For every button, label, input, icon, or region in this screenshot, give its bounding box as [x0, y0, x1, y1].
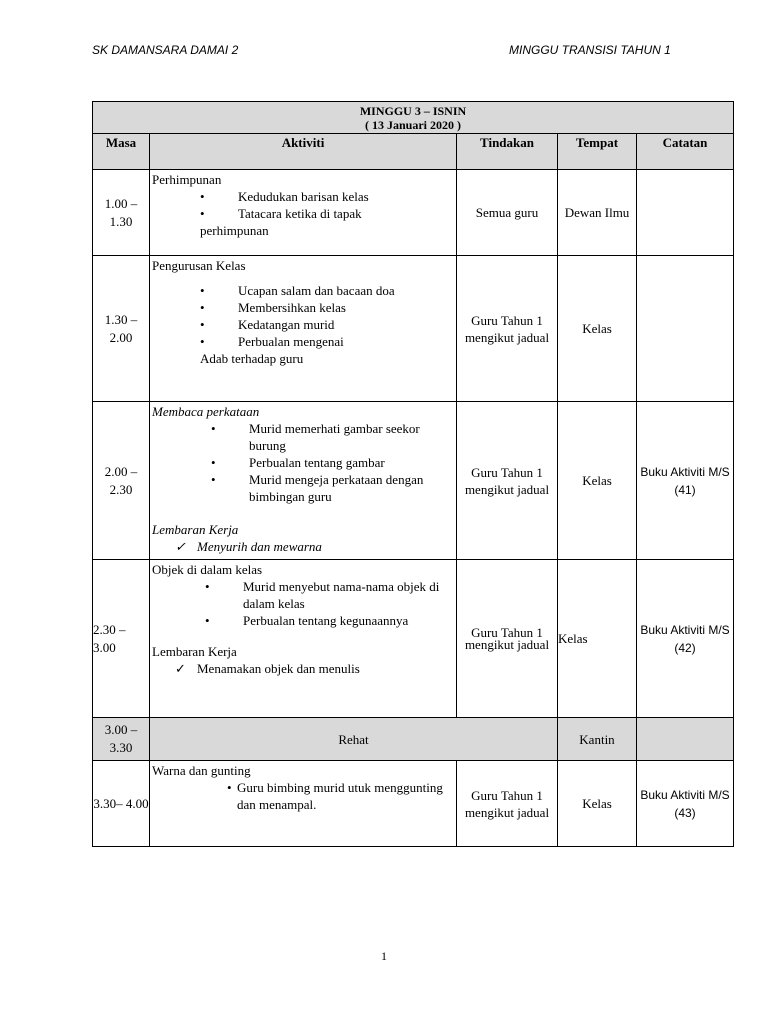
activity-item: • Murid mengeja perkataan dengan bimbingan guru — [249, 471, 454, 505]
worksheet-item: ✓ Menyurih dan mewarna — [197, 538, 454, 555]
masa-cell: 3.30– 4.00 — [93, 761, 150, 847]
activity-item: • Guru bimbing murid utuk menggunting dan menampal. — [237, 779, 454, 813]
table-row — [93, 402, 734, 560]
column-header-masa: Masa — [93, 134, 150, 170]
schedule-table — [92, 101, 734, 847]
activity-heading: Pengurusan Kelas — [152, 258, 246, 273]
catatan-cell — [637, 718, 734, 761]
tempat-cell: Kelas — [558, 402, 637, 560]
masa-cell: 1.30 – 2.00 — [93, 256, 150, 402]
tempat-cell: Kelas — [558, 256, 637, 402]
masa-cell: 3.00 – 3.30 — [93, 718, 150, 761]
activity-item: • Murid menyebut nama-nama objek di dalam kelas — [243, 578, 454, 612]
page-number: 1 — [381, 949, 387, 963]
activity-item: • Perbualan mengenai — [238, 333, 454, 350]
activity-item-continuation: perhimpunan — [200, 223, 269, 238]
activity-heading: Perhimpunan — [152, 172, 222, 187]
masa-cell: 2.30 – 3.00 — [93, 560, 150, 718]
table-row-break — [93, 718, 734, 761]
catatan-cell: Buku Aktiviti M/S (41) — [637, 402, 734, 560]
table-row — [93, 761, 734, 847]
aktiviti-cell — [150, 560, 457, 718]
activity-item: • Tatacara ketika di tapak — [238, 205, 454, 222]
tempat-cell: Dewan Ilmu — [558, 170, 637, 256]
tindakan-cell: Guru Tahun 1 mengikut jadual — [457, 256, 558, 402]
catatan-cell: Buku Aktiviti M/S (43) — [637, 761, 734, 847]
column-header-catatan: Catatan — [637, 134, 734, 170]
worksheet-heading: Lembaran Kerja — [152, 644, 237, 659]
worksheet-item: ✓ Menamakan objek dan menulis — [197, 660, 454, 677]
activity-heading: Warna dan gunting — [152, 763, 251, 778]
column-header-tindakan: Tindakan — [457, 134, 558, 170]
activity-item: • Perbualan tentang kegunaannya — [243, 612, 454, 629]
masa-cell: 2.00 – 2.30 — [93, 402, 150, 560]
tindakan-cell: Guru Tahun 1 mengikut jadual — [457, 402, 558, 560]
tindakan-cell: Guru Tahun 1 mengikut jadual — [457, 560, 558, 718]
program-header: MINGGU TRANSISI TAHUN 1 — [509, 43, 671, 57]
catatan-cell — [637, 170, 734, 256]
aktiviti-cell — [150, 256, 457, 402]
aktiviti-cell: Rehat — [150, 718, 558, 761]
table-title — [93, 102, 734, 134]
activity-item: • Kedudukan barisan kelas — [238, 188, 454, 205]
aktiviti-cell — [150, 170, 457, 256]
table-title-day: MINGGU 3 – ISNIN — [359, 103, 467, 118]
activity-item: • Kedatangan murid — [238, 316, 454, 333]
tindakan-cell: Guru Tahun 1 mengikut jadual — [457, 761, 558, 847]
column-header-row — [93, 134, 734, 170]
table-row — [93, 170, 734, 256]
aktiviti-cell — [150, 761, 457, 847]
column-header-aktiviti: Aktiviti — [150, 134, 457, 170]
activity-heading: Objek di dalam kelas — [152, 562, 263, 577]
catatan-cell — [637, 256, 734, 402]
tindakan-cell: Semua guru — [457, 170, 558, 256]
activity-item-continuation: Adab terhadap guru — [200, 351, 304, 366]
tempat-cell: Kelas — [558, 761, 637, 847]
worksheet-heading: Lembaran Kerja — [152, 522, 239, 537]
activity-item: • Murid memerhati gambar seekor burung — [249, 420, 454, 454]
catatan-cell: Buku Aktiviti M/S (42) — [637, 560, 734, 718]
column-header-tempat: Tempat — [558, 134, 637, 170]
school-name-header: SK DAMANSARA DAMAI 2 — [92, 43, 239, 57]
activity-item: • Membersihkan kelas — [238, 299, 454, 316]
table-title-date: ( 13 Januari 2020 ) — [365, 117, 461, 132]
activity-item: • Perbualan tentang gambar — [249, 454, 454, 471]
activity-item: • Ucapan salam dan bacaan doa — [238, 282, 454, 299]
table-title-row — [93, 102, 734, 134]
table-row — [93, 256, 734, 402]
masa-cell: 1.00 – 1.30 — [93, 170, 150, 256]
tempat-cell: Kantin — [558, 718, 637, 761]
table-row — [93, 560, 734, 718]
activity-heading: Membaca perkataan — [152, 404, 260, 419]
aktiviti-cell — [150, 402, 457, 560]
tempat-cell: Kelas — [558, 560, 637, 718]
